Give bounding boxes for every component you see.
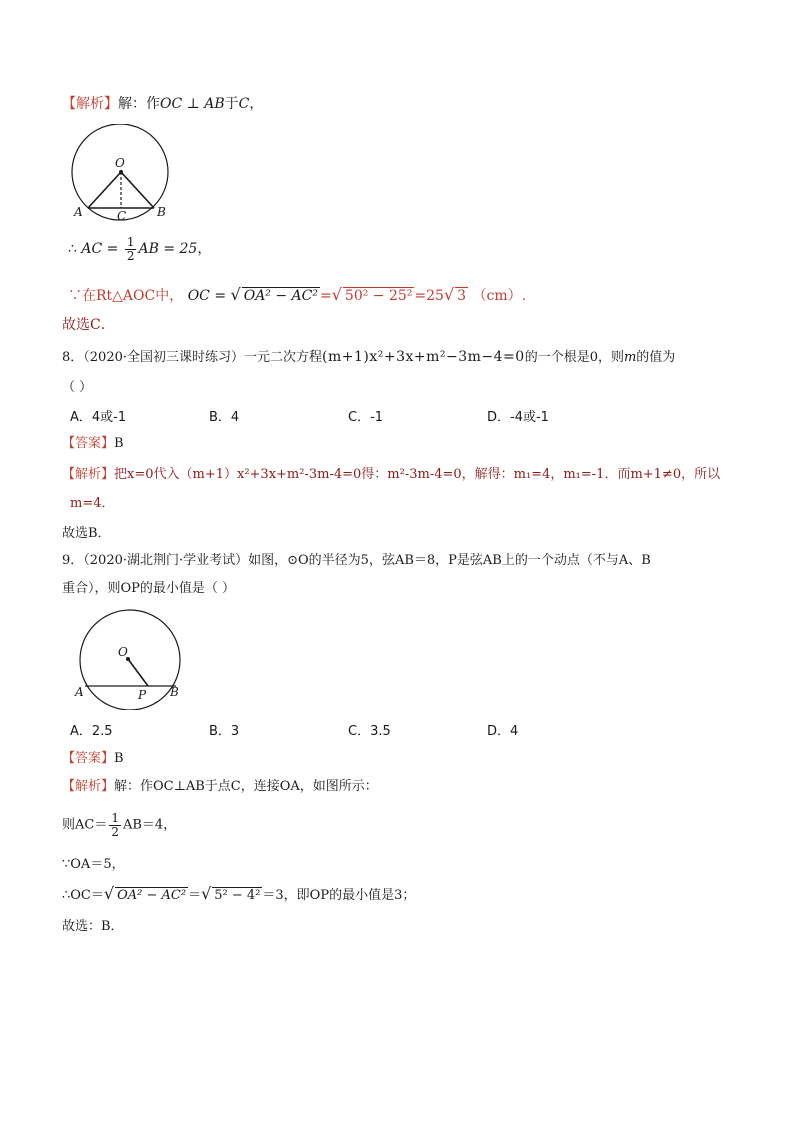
label-a: A [74,205,83,219]
radical-numbers: 50² − 25² [344,288,413,304]
radical-numbers: 5² − 4² [214,888,261,903]
q8-option-d[interactable]: D．-4或-1 [487,410,549,425]
analysis-tag: 【解析】 [62,96,118,112]
label-p: P [138,688,147,702]
q8-option-c[interactable]: C．-1 [348,410,384,425]
q8-equation: (m+1)x²+3x+m²−3m−4=0 [322,349,525,365]
q9-stem-line2: 重合），则OP的最小值是（ ） [62,581,236,596]
q9-option-d[interactable]: D．4 [487,724,519,739]
q8-option-a[interactable]: A．4或-1 [70,410,127,425]
radical-oa-ac: OA² − AC² [243,288,318,304]
q9-option-c[interactable]: C．3.5 [348,724,391,739]
q9-option-a[interactable]: A．2.5 [70,724,113,739]
label-b: B [170,685,179,699]
fraction-half: $\frac{1}{2}$ [126,235,135,263]
q9-ac-line: 则AC＝ $\frac{1}{2}$ AB＝4， [62,811,177,839]
radical-3: 3 [457,288,467,304]
segment-ob [121,172,154,208]
q9-analysis-line1: 【解析】解：作OC⊥AB于点C，连接OA，如图所示： [62,779,378,794]
q8-answer: 【答案】B [62,436,124,451]
q8-analysis-line1: 【解析】把x=0代入（m+1）x²+3x+m²-3m-4=0得：m²-3m-4=0，解得：m₁=4，m₁=-1．而m+1≠0，所以 [62,467,721,482]
circle [80,610,180,710]
q9-oa-line: ∵OA＝5， [62,857,125,872]
sol7-ac-line: ∴ AC = $\frac{1}{2}$ AB = 25， [68,235,212,263]
label-o: O [115,156,125,170]
label-c: C [117,209,127,223]
q8-analysis-line2: m=4． [70,496,115,511]
figure-circle-q7 [68,124,178,224]
q9-answer: 【答案】B [62,751,124,766]
q8-stem: 8．（2020·全国初三课时练习）一元二次方程(m+1)x²+3x+m²−3m−4=0的一个根是0，则m的值为 [62,349,676,365]
center-point [119,170,123,174]
q9-option-b[interactable]: B．3 [209,724,240,739]
label-a: A [75,685,84,699]
sol7-line1: 【解析】解：作OC ⊥ AB于C， [62,96,264,112]
q8-choose: 故选B． [62,526,111,541]
fraction-half: $\frac{1}{2}$ [111,811,119,839]
q8-option-b[interactable]: B．4 [209,410,240,425]
radical-oa-ac: OA² − AC² [117,888,187,903]
segment-oa [88,172,121,208]
q9-choose: 故选：B． [62,919,124,934]
label-o: O [118,645,128,659]
figure-circle-q9 [72,606,190,710]
sol7-oc-line: ∵在Rt△AOC中， OC = √ OA² − AC² =√ 50² − 25² =25√ 3 （cm）. [68,285,527,304]
segment-op [128,659,148,686]
label-b: B [157,205,166,219]
sol7-choose: 故选C． [62,317,115,333]
q8-paren: （ ） [62,380,93,395]
q9-stem-line1: 9．（2020·湖北荆门·学业考试）如图，⊙O的半径为5，弦AB＝8，P是弦AB上的一个动点（不与A、B [62,553,651,568]
q9-oc-line: ∴OC＝√ OA² − AC² ＝√ 5² − 4² ＝3，即OP的最小值是3； [62,884,416,903]
